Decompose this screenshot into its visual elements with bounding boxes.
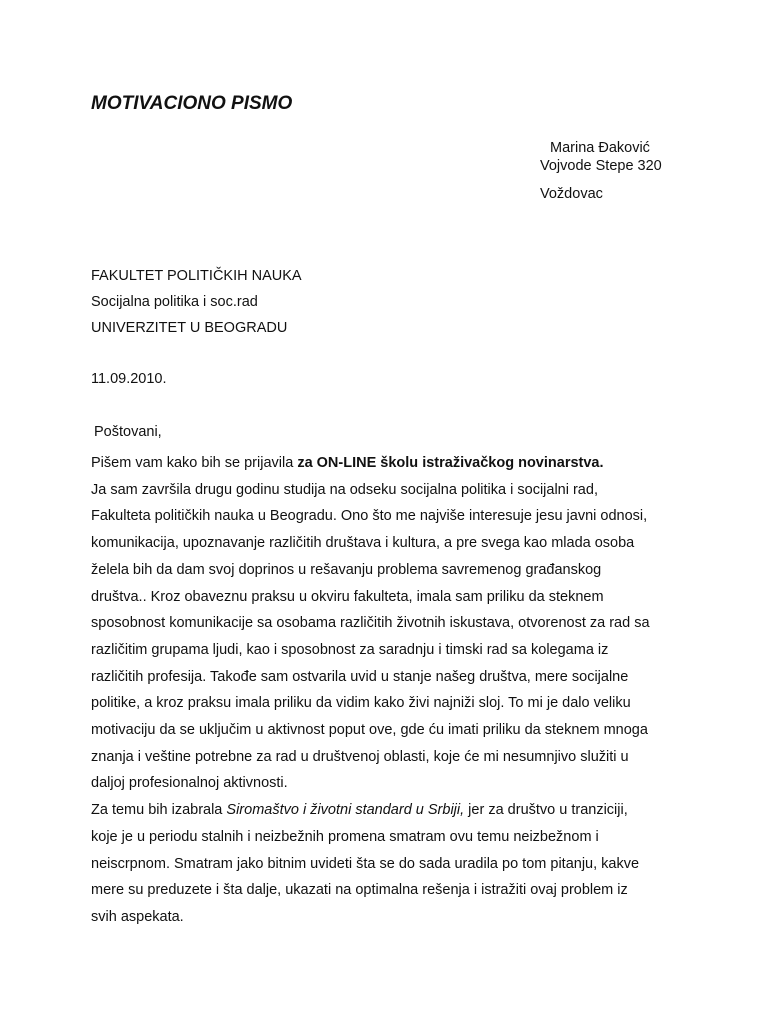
sender-name: Marina Đaković [550, 140, 650, 156]
greeting: Poštovani, [94, 424, 162, 440]
body-line: neiscrpnom. Smatram jako bitnim uvideti šta se do sada uradila po tom pitanju, kakve [91, 855, 640, 872]
sender-address [540, 139, 662, 203]
recipient-faculty: FAKULTET POLITIČKIH NAUKA [91, 268, 302, 284]
body-line: Ja sam završila drugu godinu studija na odseku socijalna politika i socijalni rad, [91, 481, 598, 498]
sender-street: Vojvode Stepe 320 [540, 158, 662, 174]
recipient-department: Socijalna politika i soc.rad [91, 294, 258, 310]
topic-prefix: Za temu bih izabrala [91, 802, 227, 819]
body-line: mere su preduzete i šta dalje, ukazati na optimalna rešenja i istražiti ovaj problem iz [91, 882, 628, 899]
body-line: različitih profesija. Takođe sam ostvarila uvid u stanje našeg društva, mere socijalne [91, 668, 629, 685]
body-line: koje je u periodu stalnih i neizbežnih promena smatram ovu temu neizbežnom i [91, 828, 599, 845]
recipient-university: UNIVERZITET U BEOGRADU [91, 320, 288, 336]
body-line: različitim grupama ljudi, kao i sposobnost za saradnju i timski rad sa kolegama iz [91, 641, 609, 658]
body-line: politike, a kroz praksu imala priliku da vidim kako živi najniži sloj. To mi je dalo veliku [91, 695, 631, 712]
body-line: Fakulteta političkih nauka u Beogradu. Ono što me najviše interesuje jesu javni odnosi, [91, 508, 648, 525]
body-line: sposobnost komunikacije sa osobama različitih životnih iskustava, otvorenost za rad sa [91, 615, 650, 632]
body-line: želela bih da dam svoj doprinos u rešavanju problema savremenog građanskog [91, 561, 602, 578]
topic-title: Siromaštvo i životni standard u Srbiji, [226, 802, 465, 819]
body-line: svih aspekata. [91, 908, 184, 925]
letter-body [91, 450, 650, 931]
body-line: motivaciju da se uključim u aktivnost poput ove, gde ću imati priliku da steknem mnoga [91, 722, 648, 739]
topic-suffix: jer za društvo u tranziciji, [464, 802, 628, 819]
body-line: društva.. Kroz obaveznu praksu u okviru fakulteta, imala sam priliku da steknem [91, 588, 604, 605]
body-line: komunikacija, upoznavanje različitih društava i kultura, a pre svega kao mlada osoba [91, 535, 635, 552]
letter-title: MOTIVACIONO PISMO [91, 93, 293, 114]
topic-line [91, 797, 650, 824]
sender-city: Voždovac [540, 186, 603, 202]
recipient-address [91, 263, 302, 341]
body-line: daljoj profesionalnoj aktivnosti. [91, 775, 288, 792]
intro-text: Pišem vam kako bih se prijavila [91, 455, 298, 471]
letter-date: 11.09.2010. [91, 371, 167, 387]
intro-bold-text: za ON-LINE školu istraživačkog novinarstva. [297, 455, 604, 471]
body-line: znanja i veštine potrebne za rad u društvenoj oblasti, koje će mi nesumnjivo služiti u [91, 748, 629, 765]
intro-line [91, 450, 650, 477]
